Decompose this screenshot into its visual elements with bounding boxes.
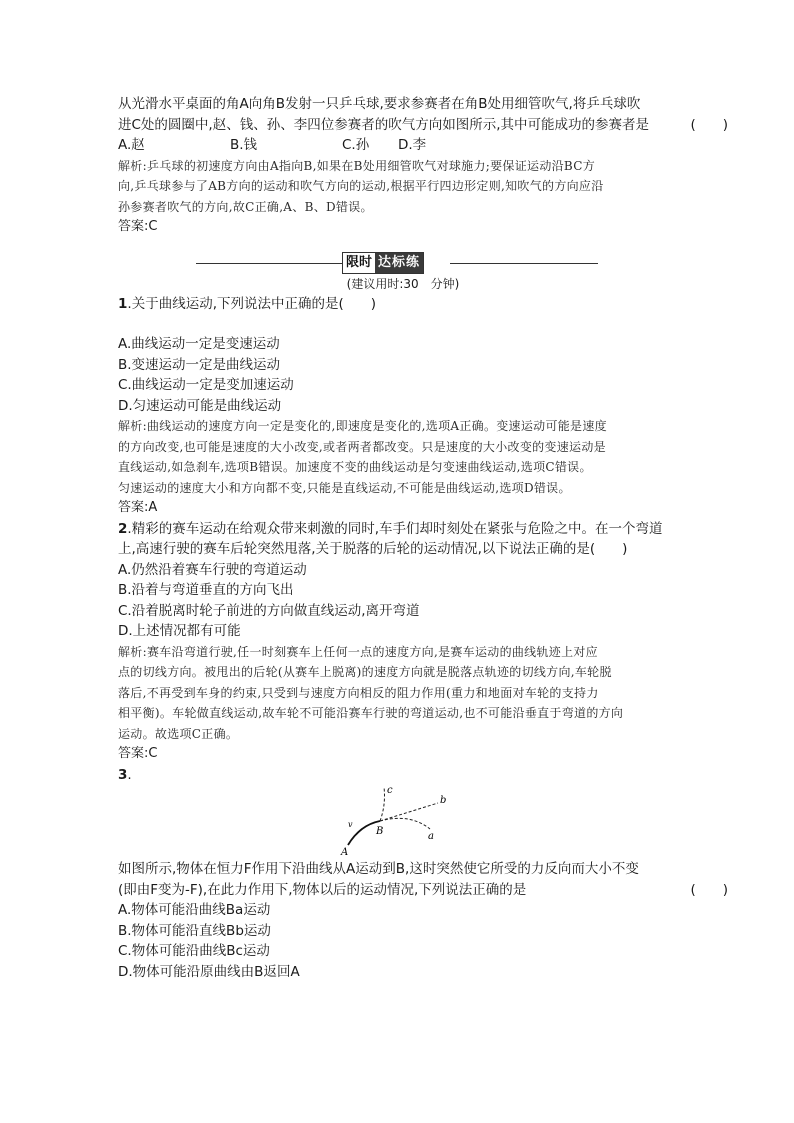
q2-option-b: B.沿着与弯道垂直的方向飞出 [118,582,294,598]
q3-figure [118,785,728,859]
q1-explain-label: 解析: [118,419,147,433]
q1-option-a: A.曲线运动一定是变速运动 [118,336,280,352]
q2-option-c: C.沿着脱离时轮子前进的方向做直线运动,离开弯道 [118,602,420,619]
q2-stem-line-1: .精彩的赛车运动在给观众带来刺激的同时,车手们却时刻处在紧张与危险之中。在一个弯道 [127,520,663,537]
q3-option-a: A.物体可能沿曲线Ba运动 [118,902,271,918]
label-velocity: v [348,820,353,829]
q1-answer: 答案:A [118,500,158,515]
section-badge [342,252,424,274]
q3-option-c: C.物体可能沿曲线Bc运动 [118,943,270,959]
curve-ba [380,818,430,829]
intro-option-b: B.钱 [230,137,258,153]
q2-stem-line-2: 上,高速行驶的赛车后轮突然甩落,关于脱落的后轮的运动情况,以下说法正确的是( ) [118,541,628,557]
q2-explain-line: 赛车沿弯道行驶,任一时刻赛车上任何一点的速度方向,是赛车运动的曲线轨迹上对应 [146,644,598,659]
question-3 [118,765,728,983]
trajectory-diagram [340,785,480,859]
section-badge-a: 限时 [343,253,375,273]
intro-answer-paren: ( ) [690,116,728,133]
intro-options [118,135,728,156]
intro-option-c: C.孙 [342,137,370,153]
velocity-arrow [356,829,362,835]
q2-explain-label: 解析: [118,644,147,659]
divider-rule-right [450,263,598,264]
question-1 [118,294,728,519]
q1-number: 1 [118,295,128,312]
label-point-a: A [341,847,349,858]
intro-stem-line-2: 进C处的圆圈中,赵、钱、孙、李四位参赛者的吹气方向如图所示,其中可能成功的参赛者是 [118,116,650,133]
intro-explain-line: 乒乓球的初速度方向由A指向B,如果在B处用细管吹气对球施力;要保证运动沿BC方 [146,158,596,173]
q2-option-a: A.仍然沿着赛车行驶的弯道运动 [118,561,307,578]
curve-bc [380,787,385,821]
label-b: b [440,795,447,806]
q3-option-d: D.物体可能沿原曲线由B返回A [118,963,300,980]
q1-stem: .关于曲线运动,下列说法中正确的是( ) [127,295,377,312]
intro-stem-line-1: 从光滑水平桌面的角A向角B发射一只乒乓球,要求参赛者在角B处用细管吹气,将乒乓球吹 [118,96,641,112]
label-a: a [428,831,434,842]
q2-answer: 答案:C [118,746,158,761]
q1-explain-line: 匀速运动的速度大小和方向都不变,只能是直线运动,不可能是曲线运动,选项D错误。 [118,480,571,495]
question-2 [118,519,728,765]
q1-option-d: D.匀速运动可能是曲线运动 [118,397,282,414]
q3-stem-line-1: 如图所示,物体在恒力F作用下沿曲线从A运动到B,这时突然使它所受的力反向而大小不变 [118,861,639,877]
document-page [118,94,728,982]
q2-explain-line: 相平衡)。车轮做直线运动,故车轮不可能沿赛车行驶的弯道运动,也不可能沿垂直于弯道的方向 [118,706,624,720]
q1-explain-line: 的方向改变,也可能是速度的大小改变,或者两者都改变。只是速度的大小改变的变速运动是 [118,439,606,454]
q1-explain-line: 直线运动,如急刹车,选项B错误。加速度不变的曲线运动是匀变速曲线运动,选项C错误。 [118,460,592,474]
q3-stem-line-2: (即由F变为-F),在此力作用下,物体以后的运动情况,下列说法正确的是 [118,881,527,898]
section-divider [118,252,728,274]
q3-number: 3 [118,766,128,783]
intro-problem [118,94,728,238]
q2-explain-line: 运动。故选项C正确。 [118,726,239,741]
q3-answer-paren: ( ) [690,881,728,898]
q2-explain-line: 点的切线方向。被甩出的后轮(从赛车上脱离)的速度方向就是脱落点轨迹的切线方向,车轮脱 [118,665,612,679]
label-c: c [387,785,393,796]
q2-option-d: D.上述情况都有可能 [118,623,241,639]
intro-explain-label: 解析: [118,158,147,173]
divider-rule-left [196,263,342,264]
q3-number-dot: . [127,766,132,783]
intro-option-d: D.李 [398,137,427,153]
time-hint: (建议用时:30 分钟) [346,276,460,291]
line-bb [380,803,438,821]
intro-option-a: A.赵 [118,137,145,153]
q3-option-b: B.物体可能沿直线Bb运动 [118,922,271,939]
q1-option-b: B.变速运动一定是曲线运动 [118,356,281,373]
intro-explain-line: 向,乒乓球参与了AB方向的运动和吹气方向的运动,根据平行四边形定则,知吹气的方向应沿 [118,179,604,193]
section-badge-b: 达标练 [375,253,423,273]
q2-explain-line: 落后,不再受到车身的约束,只受到与速度方向相反的阻力作用(重力和地面对车轮的支持力 [118,685,599,700]
q1-option-c: C.曲线运动一定是变加速运动 [118,377,294,393]
q1-explain-line: 曲线运动的速度方向一定是变化的,即速度是变化的,选项A正确。变速运动可能是速度 [146,419,607,433]
q2-number: 2 [118,520,128,537]
intro-explain-line: 孙参赛者吹气的方向,故C正确,A、B、D错误。 [118,199,373,214]
intro-answer: 答案:C [118,219,158,234]
label-point-b: B [376,826,384,837]
